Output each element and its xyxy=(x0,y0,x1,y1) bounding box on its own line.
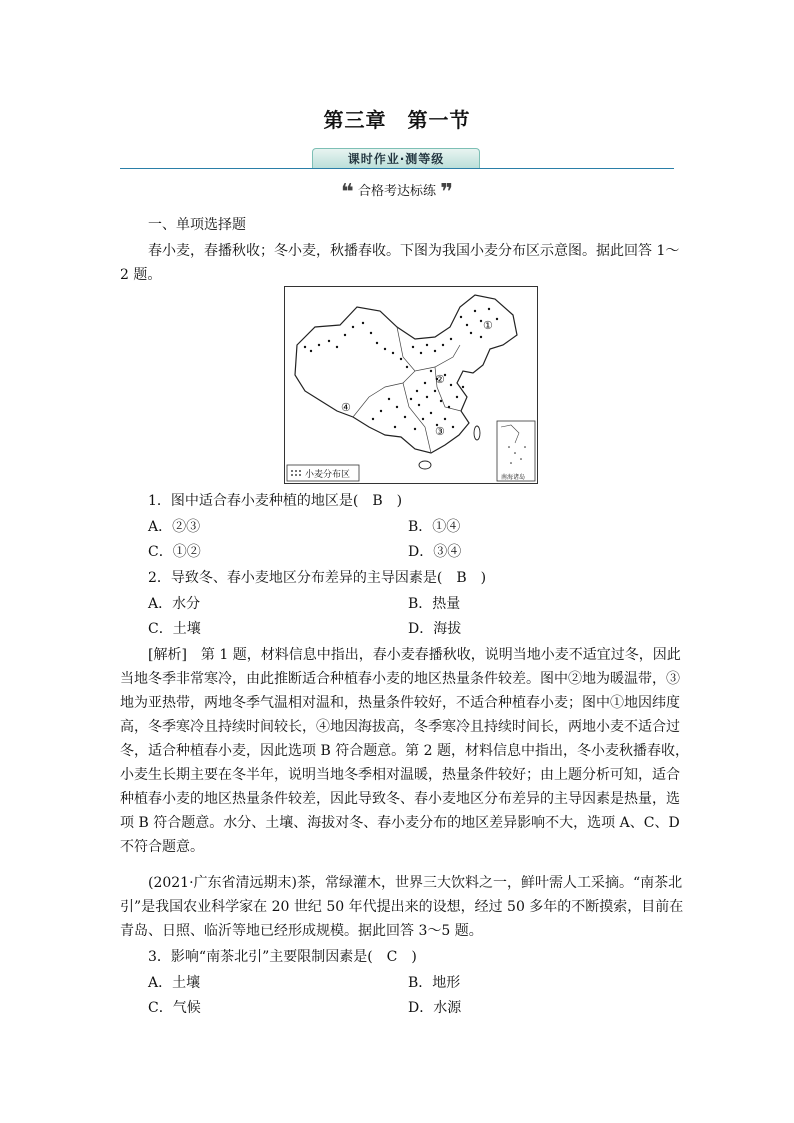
subtitle-text: 合格考达标练 xyxy=(357,184,436,199)
analysis-line-1: [解析] 第 1 题，材料信息中指出，春小麦春播秋收，说明当地小麦不适宜过冬，因此 xyxy=(148,647,681,663)
quote-close-icon: ❞ xyxy=(440,180,454,205)
header-rule xyxy=(120,168,674,169)
china-map-svg xyxy=(285,287,537,483)
q2-stem: 2．导致冬、春小麦地区分布差异的主导因素是( B ) xyxy=(148,570,487,586)
tea-intro-line-1: (2021·广东省清远期末)茶，常绿灌木，世界三大饮料之一，鲜叶需人工采摘。“南茶北 xyxy=(148,875,683,891)
tea-intro-line-2: 引”是我国农业科学家在 20 世纪 50 年代提出来的设想，经过 50 多年的不断摸索，目前在 xyxy=(120,899,684,915)
analysis-line-3: 地为亚热带，两地冬季气温相对温和，热量条件较好，不适合种植春小麦；图中①地因纬度 xyxy=(120,695,680,711)
q1-option-d: D．③④ xyxy=(408,544,462,560)
marker-1: ① xyxy=(483,319,493,332)
inset-label: 南海诸岛 xyxy=(501,474,526,481)
analysis-line-8: 项 B 符合题意。水分、土壤、海拔对冬、春小麦分布的地区差异影响不大，选项 A、C、D xyxy=(120,815,680,831)
analysis-line-6: 小麦生长期主要在冬半年，说明当地冬季相对温暖，热量条件较好；由上题分析可知，适合 xyxy=(120,767,680,783)
subtitle xyxy=(0,180,794,205)
q3-option-a: A．土壤 xyxy=(148,975,201,991)
analysis-line-5: 冬，适合种植春小麦，因此选项 B 符合题意。第 2 题，材料信息中指出，冬小麦秋播春收， xyxy=(120,743,689,759)
intro-line-2: 2 题。 xyxy=(120,267,162,283)
tea-intro-line-3: 青岛、日照、临沂等地已经形成规模。据此回答 3～5 题。 xyxy=(120,923,483,939)
taiwan-island xyxy=(474,426,480,440)
q2-option-c: C．土壤 xyxy=(148,621,201,637)
q3-stem: 3．影响“南茶北引”主要限制因素是( C ) xyxy=(148,949,417,965)
marker-2: ② xyxy=(435,373,445,386)
q2-option-d: D．海拔 xyxy=(408,621,462,637)
q3-option-c: C．气候 xyxy=(148,1000,201,1016)
analysis-line-4: 高，冬季寒冷且持续时间较长，④地因海拔高，冬季寒冷且持续时间长，两地小麦不适合过 xyxy=(120,719,680,735)
analysis-line-2: 当地冬季非常寒冷，由此推断适合种植春小麦的地区热量条件较差。图中②地为暖温带，③ xyxy=(120,671,680,687)
q1-option-a: A．②③ xyxy=(148,519,201,535)
marker-3: ③ xyxy=(435,425,445,438)
q1-stem: 1．图中适合春小麦种植的地区是( B ) xyxy=(148,493,403,509)
q3-option-d: D．水源 xyxy=(408,1000,462,1016)
q2-option-a: A．水分 xyxy=(148,596,201,612)
quote-open-icon: ❝ xyxy=(340,180,354,205)
intro-line-1: 春小麦，春播秋收；冬小麦，秋播春收。下图为我国小麦分布区示意图。据此回答 1～ xyxy=(148,243,680,259)
wheat-distribution-map xyxy=(284,286,538,484)
q3-option-b: B．地形 xyxy=(408,975,461,991)
chapter-title: 第三章 第一节 xyxy=(323,108,471,132)
q1-option-b: B．①④ xyxy=(408,519,461,535)
analysis-line-9: 不符合题意。 xyxy=(120,839,204,855)
q2-option-b: B．热量 xyxy=(408,596,461,612)
marker-4: ④ xyxy=(341,401,351,414)
section-heading: 一、单项选择题 xyxy=(148,217,246,233)
hainan-island xyxy=(419,461,431,469)
analysis-line-7: 种植春小麦的地区热量条件较差，因此导致冬、春小麦地区分布差异的主导因素是热量，选 xyxy=(120,791,680,807)
legend-label: 小麦分布区 xyxy=(305,470,351,480)
homework-badge: 课时作业·测等级 xyxy=(312,148,480,169)
q1-option-c: C．①② xyxy=(148,544,201,560)
